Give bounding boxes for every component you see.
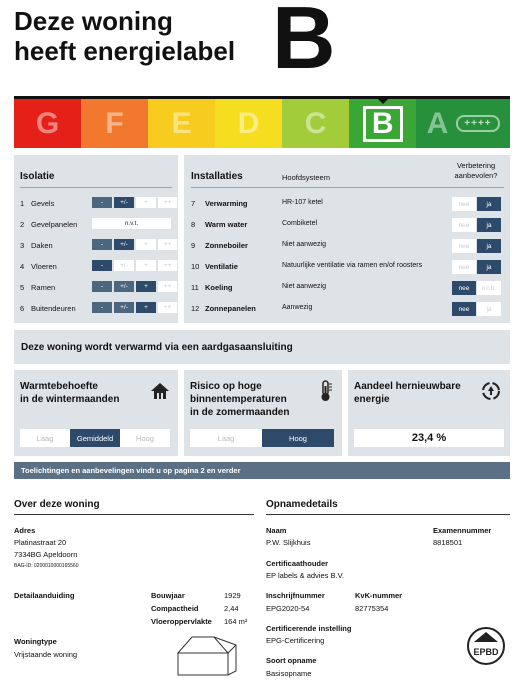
installatie-system: Natuurlijke ventilatie via ramen en/of roosters — [282, 262, 423, 269]
installatie-system: Niet aanwezig — [282, 283, 326, 290]
isolatie-scale-cell: +/- — [114, 302, 135, 313]
scale-g: G — [14, 99, 81, 148]
advice-ja-selected: ja — [477, 218, 501, 232]
installatie-system: Niet aanwezig — [282, 241, 326, 248]
isolatie-scale-cell: ++ — [158, 302, 178, 313]
vloer-value: 164 m² — [224, 617, 248, 626]
installatie-row-number: 7 — [191, 199, 196, 208]
isolatie-scale-cell: - — [92, 197, 113, 208]
bouwjaar-label: Bouwjaar — [151, 591, 185, 600]
isolatie-row-name: Buitendeuren — [31, 304, 76, 313]
isolatie-row-number: 1 — [20, 199, 25, 208]
adres-line-2: 7334BG Apeldoorn — [14, 550, 78, 559]
warmte-title: Warmtebehoefte in de wintermaanden — [20, 381, 120, 405]
isolatie-scale-cell: ++ — [158, 197, 178, 208]
isolatie-value-selected: +/- — [114, 197, 135, 208]
isolatie-scale-cell: +/- — [114, 281, 135, 292]
advice-nee: nee — [452, 260, 476, 274]
advice-nee-selected: nee — [452, 281, 476, 295]
isolatie-row-name: Daken — [31, 241, 53, 250]
divider — [266, 514, 510, 515]
detail-label: Detailaanduiding — [14, 591, 75, 600]
scale-b-active: B — [349, 99, 416, 148]
isolatie-value-selected: - — [92, 260, 113, 271]
installatie-system: HR-107 ketel — [282, 199, 323, 206]
aandeel-title: Aandeel hernieuwbare energie — [354, 381, 461, 405]
installatie-row-name: Verwarming — [205, 199, 248, 208]
installatie-row-number: 12 — [191, 304, 200, 313]
scale-d: D — [215, 99, 282, 148]
soort-value: Basisopname — [266, 669, 312, 678]
installatie-system: Combiketel — [282, 220, 318, 227]
advice-ja-selected: ja — [477, 197, 501, 211]
advice-ja-selected: ja — [477, 260, 501, 274]
installatie-row-number: 9 — [191, 241, 196, 250]
isolatie-scale-cell: + — [136, 197, 157, 208]
isolatie-scale-cell: ++ — [158, 239, 178, 250]
warmte-card — [14, 370, 178, 456]
a-plus-badge: ++++ — [456, 115, 499, 132]
page-title — [14, 6, 235, 66]
installatie-row-name: Ventilatie — [205, 262, 238, 271]
compactheid-value: 2,44 — [224, 604, 239, 613]
installatie-row-name: Zonnepanelen — [205, 304, 256, 313]
isolatie-value-nvt: n.v.t. — [92, 218, 171, 229]
scale-pointer-icon — [375, 96, 391, 104]
divider — [20, 187, 172, 188]
isolatie-scale-cell: ++ — [158, 281, 178, 292]
risico-option-laag: Laag — [190, 429, 262, 447]
isolatie-row-number: 4 — [20, 262, 25, 271]
instelling-value: EPG-Certificering — [266, 636, 325, 645]
isolatie-value-selected: + — [136, 281, 157, 292]
compactheid-label: Compactheid — [151, 604, 199, 613]
installatie-row-name: Koeling — [205, 283, 233, 292]
aandeel-value: 23,4 % — [354, 429, 504, 447]
woningtype-value: Vrijstaande woning — [14, 650, 78, 659]
isolatie-row-number: 2 — [20, 220, 25, 229]
installatie-row-number: 11 — [191, 283, 199, 292]
warmte-option-laag: Laag — [20, 429, 70, 447]
divider — [191, 187, 504, 188]
advice-ja-selected: ja — [477, 239, 501, 253]
installaties-title: Installaties — [191, 171, 243, 182]
scale-e: E — [148, 99, 215, 148]
isolatie-row-number: 6 — [20, 304, 25, 313]
divider — [14, 514, 254, 515]
heating-banner-text: Deze woning wordt verwarmd via een aardgasaansluiting — [21, 342, 293, 353]
exam-value: 8818501 — [433, 538, 463, 547]
isolatie-scale-cell: + — [136, 260, 157, 271]
naam-value: P.W. Slijkhuis — [266, 538, 311, 547]
installatie-row-number: 8 — [191, 220, 196, 229]
adres-line-1: Platinastraat 20 — [14, 538, 67, 547]
kvk-value: 82775354 — [355, 604, 389, 613]
inschr-value: EPG2020-54 — [266, 604, 310, 613]
title-line-2: heeft energielabel — [14, 36, 236, 66]
over-title: Over deze woning — [14, 499, 100, 510]
svg-text:EPBD: EPBD — [473, 647, 499, 657]
epbd-logo-icon — [466, 626, 506, 666]
isolatie-value-selected: + — [136, 302, 157, 313]
house-outline-icon — [174, 631, 240, 677]
scale-c: C — [282, 99, 349, 148]
isolatie-row-number: 3 — [20, 241, 25, 250]
installatie-system: Aanwezig — [282, 304, 313, 311]
warmte-option-gemiddeld-selected: Gemiddeld — [70, 429, 120, 447]
isolatie-scale-cell: - — [92, 281, 113, 292]
isolatie-scale-cell: + — [136, 239, 157, 250]
advice-ja: ja — [477, 302, 501, 316]
vloer-label: Vloeroppervlakte — [151, 617, 212, 626]
cert-label: Certificaathouder — [266, 559, 329, 568]
isolatie-scale-cell: ++ — [158, 260, 178, 271]
isolatie-scale-cell: +/- — [114, 260, 135, 271]
scale-f: F — [81, 99, 148, 148]
naam-label: Naam — [266, 526, 287, 535]
advice-header: Verbetering aanbevolen? — [454, 161, 498, 180]
energy-scale — [14, 96, 510, 148]
isolatie-scale-cell: - — [92, 239, 113, 250]
isolatie-title: Isolatie — [20, 171, 55, 182]
isolatie-scale-cell: - — [92, 302, 113, 313]
risico-option-hoog-selected: Hoog — [262, 429, 334, 447]
cert-value: EP labels & advies B.V. — [266, 571, 344, 580]
isolatie-row-name: Gevelpanelen — [31, 220, 78, 229]
installatie-row-name: Warm water — [205, 220, 248, 229]
adres-label: Adres — [14, 526, 36, 535]
advice-nee: nee — [452, 239, 476, 253]
advice-ja: n.t.b. — [477, 281, 501, 295]
advice-nee: nee — [452, 218, 476, 232]
house-icon — [150, 382, 170, 400]
isolatie-row-name: Ramen — [31, 283, 56, 292]
advice-nee: nee — [452, 197, 476, 211]
exam-label: Examennummer — [433, 526, 492, 535]
isolatie-row-name: Vloeren — [31, 262, 57, 271]
energy-label-big: B — [272, 0, 336, 87]
isolatie-value-selected: +/- — [114, 239, 135, 250]
risico-card — [184, 370, 342, 456]
installatie-row-number: 10 — [191, 262, 200, 271]
bouwjaar-value: 1929 — [224, 591, 241, 600]
kvk-label: KvK-nummer — [355, 591, 403, 600]
bag-id: BAG-ID: 0200010000165560 — [14, 563, 79, 569]
opname-title: Opnamedetails — [266, 499, 338, 510]
toelichting-bar — [14, 462, 510, 479]
hoofdsysteem-header: Hoofdsysteem — [282, 173, 330, 182]
aandeel-card — [348, 370, 510, 456]
thermometer-icon — [318, 380, 334, 402]
warmte-option-hoog: Hoog — [120, 429, 170, 447]
soort-label: Soort opname — [266, 656, 317, 665]
renewable-recycle-icon — [480, 380, 502, 402]
woningtype-label: Woningtype — [14, 637, 57, 646]
inschr-label: Inschrijfnummer — [266, 591, 325, 600]
isolatie-row-number: 5 — [20, 283, 25, 292]
toelichting-text: Toelichtingen en aanbevelingen vindt u op pagina 2 en verder — [21, 466, 241, 475]
risico-title: Risico op hoge binnentemperaturen in de zomermaanden — [190, 381, 290, 418]
heating-banner — [14, 330, 510, 364]
instelling-label: Certificerende instelling — [266, 624, 352, 633]
isolatie-row-name: Gevels — [31, 199, 55, 208]
title-line-1: Deze woning — [14, 6, 173, 36]
scale-a: A ++++ — [416, 99, 510, 148]
advice-nee-selected: nee — [452, 302, 476, 316]
installatie-row-name: Zonneboiler — [205, 241, 248, 250]
